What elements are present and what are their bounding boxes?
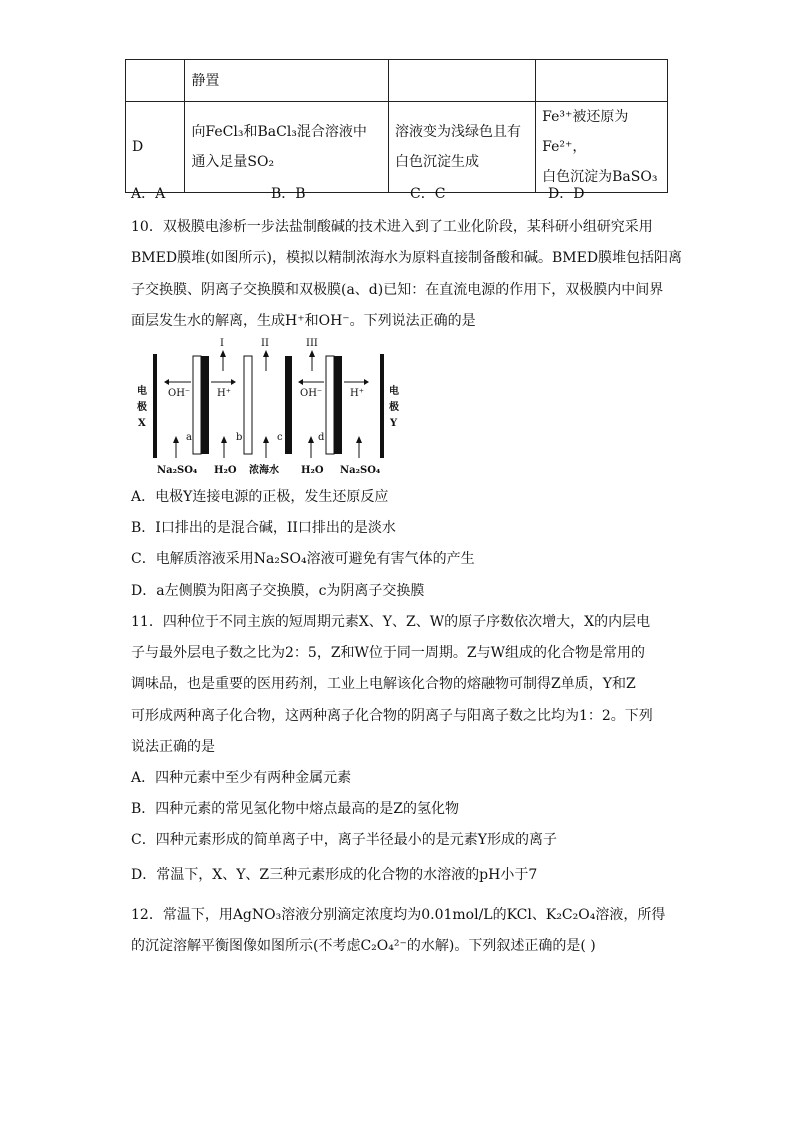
q10-option-b: B．I口排出的是混合碱，II口排出的是淡水 (131, 520, 396, 536)
option-c: C．C (410, 186, 446, 202)
electrode-x-label: 电 (137, 386, 147, 397)
table-cell (536, 60, 668, 102)
q10-option-d: D．a左侧膜为阳离子交换膜，c为阴离子交换膜 (131, 583, 425, 599)
ion-arrowhead (231, 379, 236, 385)
q12-stem-line: 的沉淀溶解平衡图像如图所示(不考虑C₂O₄²⁻的水解)。下列叙述正确的是( ) (131, 938, 596, 954)
table-cell (389, 102, 536, 193)
inlet-label: Na₂SO₄ (340, 465, 381, 476)
table-cell (185, 102, 389, 193)
electrode-y-label: 电 (389, 386, 399, 397)
ion-arrowhead (364, 379, 369, 385)
membrane-label: b (236, 432, 243, 443)
q11-option-d: D．常温下，X、Y、Z三种元素形成的化合物的水溶液的pH小于7 (131, 867, 538, 883)
inlet-label: 浓海水 (249, 465, 279, 476)
ion-label: H⁺ (350, 388, 364, 399)
q11-option-c: C．四种元素形成的简单离子中，离子半径最小的是元素Y形成的离子 (131, 832, 557, 848)
electrode-y-plate (380, 354, 384, 458)
inlet-label: H₂O (214, 465, 237, 476)
q10-stem-line: 子交换膜、阴离子交换膜和双极膜(a、d)已知：在直流电源的作用下，双极膜内中间界 (131, 282, 664, 298)
q11-stem-line: 子与最外层电子数之比为2：5，Z和W位于同一周期。Z与W组成的化合物是常用的 (131, 645, 646, 661)
table-cell (126, 60, 185, 102)
outlet-label: I (220, 338, 224, 349)
answer-table (125, 59, 668, 193)
q10-stem-line: BMED膜堆(如图所示)，模拟以精制浓海水为原料直接制备酸和碱。BMED膜堆包括阳离 (131, 250, 683, 266)
electrode-x-label: X (138, 418, 146, 429)
membrane-d-dark (334, 356, 342, 454)
membrane-d-light (326, 356, 334, 454)
membrane-label: a (186, 432, 192, 443)
inlet-arrowhead (356, 436, 362, 443)
electrode-y-label: 极 (389, 402, 399, 413)
bmed-membrane-diagram (131, 336, 411, 478)
inlet-arrowhead (308, 436, 314, 443)
membrane-a-light (193, 356, 201, 454)
electrode-x-plate (153, 354, 157, 458)
outlet-arrowhead (220, 350, 226, 357)
option-a: A．A (131, 186, 166, 202)
inlet-arrowhead (173, 436, 179, 443)
inlet-label: H₂O (301, 465, 324, 476)
outlet-label: II (261, 338, 269, 349)
q11-stem-line: 可形成两种离子化合物，这两种离子化合物的阴离子与阳离子数之比均为1：2。下列 (131, 708, 653, 724)
ion-label: OH⁻ (300, 388, 323, 399)
q10-option-c: C．电解质溶液采用Na₂SO₄溶液可避免有害气体的产生 (131, 551, 475, 567)
q10-stem-line: 10．双极膜电渗析一步法盐制酸碱的技术进入到了工业化阶段，某科研小组研究采用 (131, 219, 653, 235)
cell-line: 通入足量SO₂ (191, 154, 275, 170)
cell-line: 白色沉淀为BaSO₃ (542, 169, 658, 185)
table-cell: 静置 (185, 60, 389, 102)
q11-option-b: B．四种元素的常见氢化物中熔点最高的是Z的氢化物 (131, 801, 460, 817)
inlet-arrowhead (263, 436, 269, 443)
q11-stem-line: 说法正确的是 (131, 739, 215, 755)
q11-option-a: A．四种元素中至少有两种金属元素 (131, 770, 352, 786)
cell-line: Fe³⁺被还原为Fe²⁺， (542, 109, 629, 155)
ion-arrowhead (164, 379, 169, 385)
table-cell (389, 60, 536, 102)
electrode-y-label: Y (390, 418, 398, 429)
cell-line: 向FeCl₃和BaCl₃混合溶液中 (191, 124, 367, 140)
q12-stem-line: 12．常温下，用AgNO₃溶液分别滴定浓度均为0.01mol/L的KCl、K₂C₂O₄溶液，所得 (131, 907, 666, 923)
inlet-label: Na₂SO₄ (157, 465, 198, 476)
membrane-c (285, 356, 292, 454)
q11-stem-line: 调味品，也是重要的医用药剂，工业上电解该化合物的熔融物可制得Z单质，Y和Z (131, 676, 636, 692)
ion-label: OH⁻ (168, 388, 191, 399)
table-row (126, 102, 668, 193)
membrane-b (244, 356, 252, 454)
q10-option-a: A．电极Y连接电源的正极，发生还原反应 (131, 489, 389, 505)
inlet-arrowhead (221, 436, 227, 443)
membrane-label: c (277, 432, 283, 443)
table-row (126, 60, 668, 102)
q10-stem-line: 面层发生水的解离，生成H⁺和OH⁻。下列说法正确的是 (131, 313, 476, 329)
electrode-x-label: 极 (137, 402, 147, 413)
membrane-label: d (318, 432, 325, 443)
table-cell-label: D (126, 102, 185, 193)
membrane-a-dark (201, 356, 209, 454)
outlet-arrowhead (263, 350, 269, 357)
cell-line: 溶液变为浅绿色且有 (395, 124, 522, 140)
option-b: B．B (271, 186, 306, 202)
ion-arrowhead (298, 379, 303, 385)
outlet-arrowhead (309, 350, 315, 357)
cell-line: 白色沉淀生成 (395, 154, 480, 170)
q11-stem-line: 11．四种位于不同主族的短周期元素X、Y、Z、W的原子序数依次增大，X的内层电 (131, 614, 651, 630)
option-d: D．D (548, 186, 585, 202)
outlet-label: III (306, 338, 318, 349)
table-cell (536, 102, 668, 193)
ion-label: H⁺ (217, 388, 231, 399)
